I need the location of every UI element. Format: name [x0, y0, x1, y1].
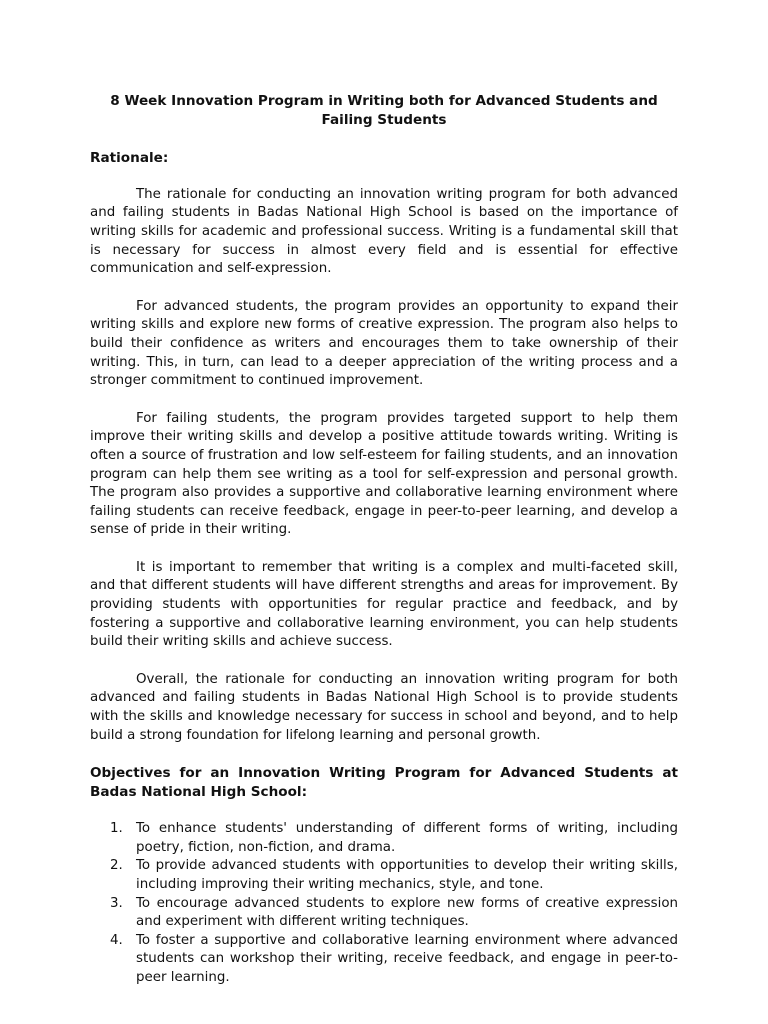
document-title: 8 Week Innovation Program in Writing both for Advanced Students and Failing Students [110, 93, 658, 128]
objective-number: 3. [110, 895, 123, 911]
objective-text: To provide advanced students with opportunities to develop their writing skills, including improving their writing mechanics, style, and tone. [136, 858, 678, 892]
objective-number: 4. [110, 932, 123, 948]
rationale-heading: Rationale: [90, 150, 169, 167]
objective-text: To enhance students' understanding of different forms of writing, including poetry, fiction, non-fiction, and drama. [136, 821, 678, 855]
objective-number: 2. [110, 858, 123, 874]
objective-number: 1. [110, 821, 123, 837]
document-body [90, 92, 678, 988]
rationale-paragraph-3: For failing students, the program provides targeted support to help them improve their writing skills and develop a positive attitude towards writing. Writing is often a source of frustration and low self-esteem for failing students, and an innovation program can help them see writing as a tool for self-expression and personal growth. The program also provides a supportive and collaborative learning environment where failing students can receive feedback, engage in peer-to-peer learning, and develop a sense of pride in their writing. [90, 410, 678, 538]
rationale-paragraph-4: It is important to remember that writing is a complex and multi-faceted skill, and that different students will have different strengths and areas for improvement. By providing students with opportunities for regular practice and feedback, and by fostering a supportive and collaborative learning environment, you can help students build their writing skills and achieve success. [90, 559, 678, 650]
rationale-paragraph-5: Overall, the rationale for conducting an innovation writing program for both advanced and failing students in Badas National High School is to provide students with the skills and knowledge necessary for success in school and beyond, and to help build a strong foundation for lifelong learning and personal growth. [90, 671, 678, 743]
rationale-paragraph-2: For advanced students, the program provides an opportunity to expand their writing skills and explore new forms of creative expression. The program also helps to build their confidence as writers and encourages them to take ownership of their writing. This, in turn, can lead to a deeper appreciation of the writing process and a stronger commitment to continued improvement. [90, 298, 678, 389]
rationale-paragraph-1: The rationale for conducting an innovation writing program for both advanced and failing students in Badas National High School is based on the importance of writing skills for academic and professional success. Writing is a fundamental skill that is necessary for success in almost every field and is essential for effective communication and self-expression. [90, 186, 678, 277]
objectives-list [90, 820, 678, 987]
objective-item-2 [90, 857, 678, 894]
objective-text: To foster a supportive and collaborative learning environment where advanced students can workshop their writing, receive feedback, and engage in peer-to-peer learning. [136, 932, 678, 985]
objective-item-4 [90, 932, 678, 988]
objective-item-3 [90, 895, 678, 932]
objective-text: To encourage advanced students to explore new forms of creative expression and experiment with different writing techniques. [136, 895, 678, 930]
objectives-heading: Objectives for an Innovation Writing Program for Advanced Students at Badas National High School: [90, 765, 678, 801]
objective-item-1 [90, 820, 678, 857]
